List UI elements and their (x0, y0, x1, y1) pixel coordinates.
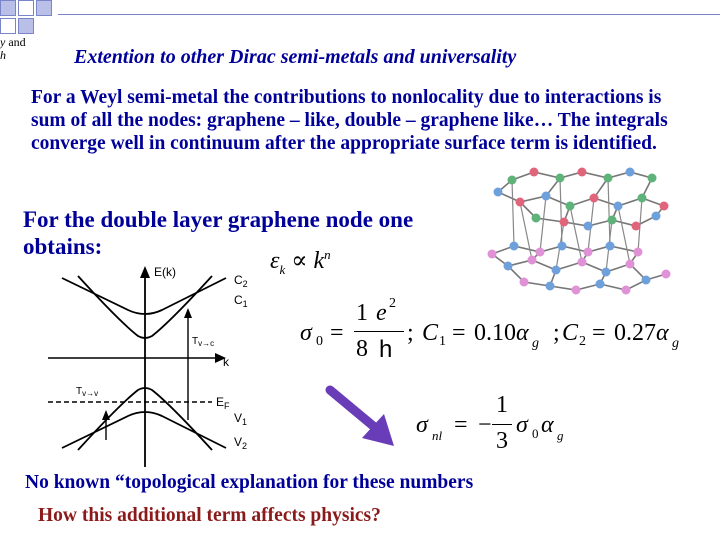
footer-topological-statement: No known “topological explanation for these numbers (25, 472, 474, 493)
c1-label: $C_1$ (234, 293, 248, 309)
energy-axis-label: E(k) (154, 265, 176, 279)
fraction-bar (354, 331, 404, 332)
sigma-0-symbol: σ (516, 412, 528, 438)
nl-alpha-subscript-g: g (557, 428, 564, 443)
c2-symbol: C (562, 320, 579, 346)
sigma-0-subscript: 0 (532, 426, 539, 441)
band-v2 (62, 412, 226, 448)
nl-fraction-numerator: 1 (496, 392, 508, 418)
corner-decoration-square (0, 18, 16, 34)
momentum-axis-label: k (223, 355, 229, 369)
c1-equals: = (452, 320, 466, 346)
sigma-nl-equals: = (454, 412, 468, 438)
slide-title: Extention to other Dirac semi-metals and universality (74, 46, 517, 68)
corner-decoration-square (18, 18, 34, 34)
bilayer-graphene-lattice-illustration (478, 162, 678, 304)
c2-subscript: 2 (579, 334, 586, 349)
sigma-nl-subscript: nl (432, 428, 443, 443)
corner-label (0, 36, 26, 62)
c1-value: 0.10 (474, 320, 516, 346)
subscript-k: k (279, 261, 286, 277)
corner-decoration-square (18, 0, 34, 16)
sigma-sub-0: 0 (316, 334, 323, 349)
alpha-symbol-2: α (656, 320, 669, 346)
semicolon: ; (407, 320, 414, 346)
exponent-n: n (324, 247, 331, 262)
alpha-symbol: α (516, 320, 529, 346)
minus-sign: − (478, 412, 492, 438)
fraction-e: e (376, 300, 387, 326)
corner-decoration-square (0, 0, 16, 16)
purple-arrow (324, 384, 404, 454)
dispersion-formula (270, 246, 331, 278)
planck-h: h (379, 336, 393, 363)
band-c2 (62, 278, 226, 314)
c1-symbol: C (422, 320, 439, 346)
epsilon-symbol: ε (270, 248, 280, 274)
corner-decoration-square (36, 0, 52, 16)
nl-fraction-bar (492, 424, 512, 425)
nl-fraction-denominator: 3 (496, 428, 508, 454)
double-layer-statement: For the double layer graphene node one obtains: (23, 207, 414, 259)
alpha-subscript-g: g (532, 336, 539, 351)
band-structure-diagram (40, 262, 265, 472)
intro-paragraph: For a Weyl semi-metal the contributions to nonlocality due to interactions is sum of all the nodes: graphene – like, double – graphene like… The integrals converge well in continuum after the appropriate surface term is identified. (31, 87, 668, 154)
c2-label: $C_2$ (234, 273, 248, 289)
c2-equals: = (592, 320, 606, 346)
semicolon-2: ; (553, 320, 560, 346)
transition-v-to-c-label: $T_{v\to c}$ (192, 336, 215, 348)
proportional-symbol: ∝ (291, 248, 308, 274)
corner-label-and: and (8, 35, 26, 49)
equals-sign: = (330, 320, 344, 346)
sigma-nl-symbol: σ (416, 412, 428, 438)
transition-v-to-v-arrowhead (102, 410, 110, 420)
v2-label: $V_2$ (234, 435, 248, 451)
fraction-e-exponent: 2 (389, 296, 396, 311)
footer-physics-question: How this additional term affects physics? (38, 505, 381, 526)
energy-axis-arrowhead (140, 266, 150, 278)
fraction-numerator-1: 1 (356, 300, 368, 326)
c1-subscript: 1 (439, 334, 446, 349)
corner-label-y: y (0, 35, 6, 49)
fraction-denominator-8: 8 (356, 336, 368, 362)
corner-label-h: h (0, 48, 6, 62)
transition-v-to-v-label: $T_{v\to v}$ (76, 386, 99, 398)
c2-value: 0.27 (614, 320, 656, 346)
momentum-k: k (313, 248, 325, 274)
sigma-symbol: σ (300, 320, 312, 346)
transition-v-to-c-arrowhead (184, 308, 192, 318)
v1-label: $V_1$ (234, 411, 248, 427)
alpha-subscript-g-2: g (672, 336, 679, 351)
top-rule-line (58, 14, 720, 15)
nl-alpha-symbol: α (541, 412, 554, 438)
fermi-level-label: $E_F$ (216, 395, 230, 411)
